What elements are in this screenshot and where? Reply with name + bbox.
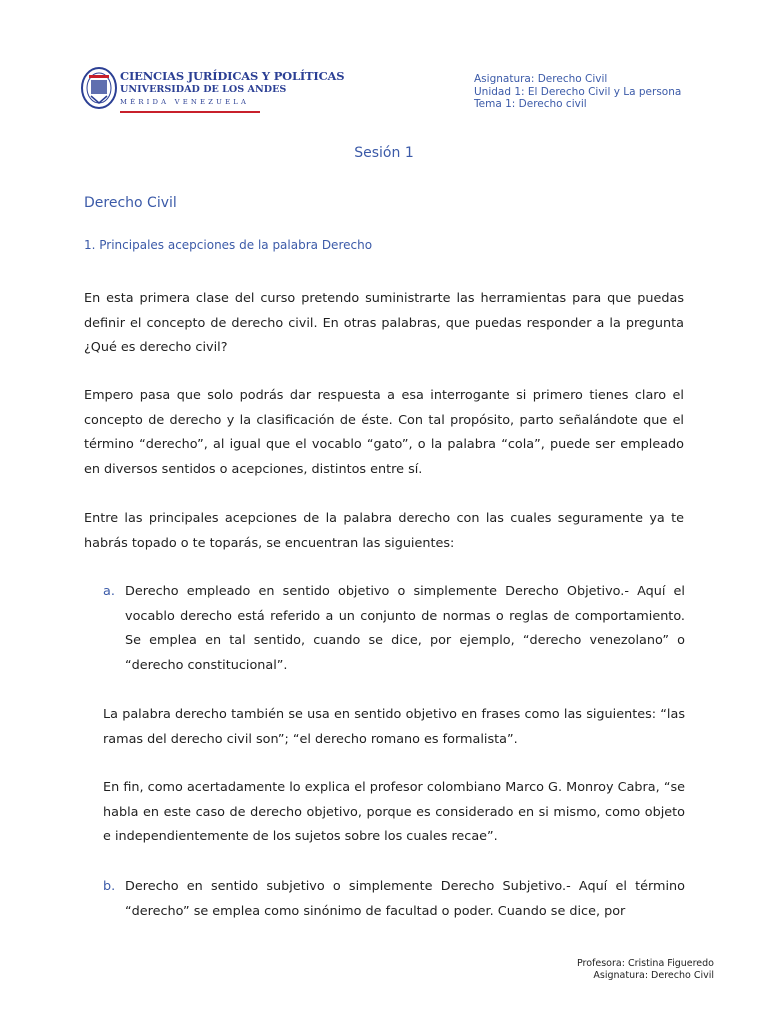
list-item-text: Derecho en sentido subjetivo o simplemente Derecho Subjetivo.- Aquí el término “derecho” se emplea como sinónimo de facultad o poder. Cuando se dice, por	[125, 879, 685, 919]
paragraph-concept: Empero pasa que solo podrás dar respuesta a esa interrogante si primero tienes claro el concepto de derecho y la clasificación de éste. Con tal propósito, parto señalándote que el término “derecho”, al igual que el vocablo “gato”, o la palabra “cola”, puede ser empleado en diversos sentidos o acepciones, distintos entre sí.	[84, 388, 684, 477]
university-seal-icon	[80, 66, 118, 110]
list-item-objective	[103, 580, 685, 678]
logo-location: MÉRIDA VENEZUELA	[120, 98, 250, 106]
session-title: Sesión 1	[354, 145, 414, 161]
course-info	[474, 73, 681, 111]
logo-red-rule	[120, 111, 260, 113]
subsection-title: 1. Principales acepciones de la palabra Derecho	[84, 238, 373, 252]
course-unit: Unidad 1: El Derecho Civil y La persona	[474, 85, 682, 98]
section-title: Derecho Civil	[84, 195, 177, 211]
paragraph-acepciones: Entre las principales acepciones de la palabra derecho con las cuales seguramente ya te habrás topado o te toparás, se encuentran las siguientes:	[84, 511, 684, 551]
university-logo	[80, 66, 345, 116]
footer-professor: Profesora: Cristina Figueredo	[576, 958, 714, 969]
list-item-subjective	[103, 875, 685, 924]
list-item-text: Derecho empleado en sentido objetivo o simplemente Derecho Objetivo.- Aquí el vocablo derecho está referido a un conjunto de normas o reglas de comportamiento. Se emplea en tal sentido, cuando se dice, por ejemplo, “derecho venezolano” o “derecho constitucional”.	[125, 584, 685, 673]
page-footer	[577, 958, 714, 981]
course-topic: Tema 1: Derecho civil	[474, 98, 587, 110]
logo-university-name: UNIVERSIDAD DE LOS ANDES	[120, 84, 287, 95]
paragraph-intro: En esta primera clase del curso pretendo suministrarte las herramientas para que puedas definir el concepto de derecho civil. En otras palabras, que puedas responder a la pregunta ¿Qué es derecho civil?	[84, 291, 684, 355]
paragraph-monroy-quote: En fin, como acertadamente lo explica el profesor colombiano Marco G. Monroy Cabra, “se habla en este caso de derecho objetivo, porque es considerado en si mismo, como objeto e independientemente de los sujetos sobre los cuales recae”.	[103, 780, 685, 844]
list-marker: b.	[103, 879, 116, 894]
logo-faculty-name: CIENCIAS JURÍDICAS Y POLÍTICAS	[120, 69, 345, 83]
list-marker: a.	[103, 584, 115, 599]
paragraph-objective-example: La palabra derecho también se usa en sentido objetivo en frases como las siguientes: “las ramas del derecho civil son”; “el derecho romano es formalista”.	[103, 707, 685, 747]
course-subject: Asignatura: Derecho Civil	[474, 73, 608, 85]
footer-subject: Asignatura: Derecho Civil	[593, 969, 714, 981]
